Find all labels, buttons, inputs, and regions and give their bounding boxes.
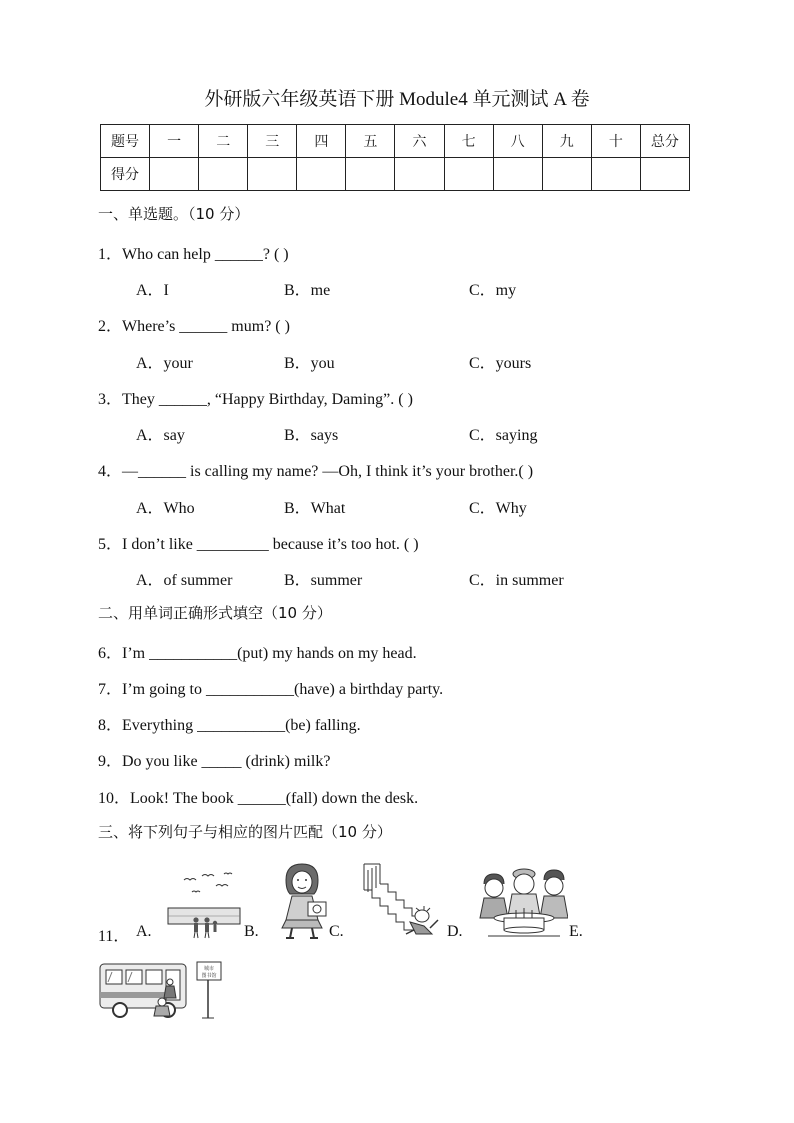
option-b: B．you	[284, 355, 335, 372]
option-a: A．your	[136, 355, 193, 372]
picture-label-b: B.	[244, 923, 259, 940]
section-heading: 二、用单词正确形式填空（10 分）	[98, 604, 332, 622]
table-cell: 七	[444, 125, 493, 158]
option-c: C．my	[469, 282, 517, 299]
score-table	[100, 124, 690, 191]
question-text: 1．Who can help ______? ( )	[98, 246, 289, 263]
table-cell: 十	[591, 125, 640, 158]
table-cell: 总分	[640, 125, 689, 158]
option-a: A．of summer	[136, 572, 233, 589]
library-sign-text-line1: 城市	[203, 966, 215, 972]
score-cell	[150, 158, 199, 191]
picture-label-c: C.	[329, 923, 344, 940]
page-title: 外研版六年级英语下册 Module4 单元测试 A 卷	[204, 89, 590, 110]
table-cell: 六	[395, 125, 444, 158]
score-cell	[248, 158, 297, 191]
table-cell: 四	[297, 125, 346, 158]
bus-library-picture	[98, 958, 224, 1024]
option-a: A．Who	[136, 500, 195, 517]
score-cell	[591, 158, 640, 191]
score-cell	[297, 158, 346, 191]
question-text: 7．I’m going to ___________(have) a birthday party.	[98, 681, 444, 698]
table-cell: 得分	[101, 158, 150, 191]
table-cell: 八	[493, 125, 542, 158]
option-c: C．Why	[469, 500, 527, 517]
option-b: B．says	[284, 427, 339, 444]
section-heading: 一、单选题。（10 分）	[98, 205, 250, 223]
table-cell: 三	[248, 125, 297, 158]
score-cell	[542, 158, 591, 191]
score-cell	[640, 158, 689, 191]
option-c: C．saying	[469, 427, 538, 444]
score-cell	[444, 158, 493, 191]
boy-falling-stairs-picture	[358, 860, 444, 942]
picture-label-d: D.	[447, 923, 463, 940]
option-b: B．me	[284, 282, 331, 299]
question-text: 6．I’m ___________(put) my hands on my head.	[98, 645, 417, 662]
picture-label-a: A.	[136, 923, 152, 940]
score-cell	[346, 158, 395, 191]
score-cell	[493, 158, 542, 191]
option-b: B．What	[284, 500, 346, 517]
question-text: 10．Look! The book ______(fall) down the desk.	[98, 790, 419, 807]
library-sign-text-line2: 图书馆	[201, 973, 217, 979]
birds-wall-picture	[162, 868, 242, 942]
question-text: 5．I don’t like _________ because it’s too hot. ( )	[98, 536, 419, 553]
option-c: C．yours	[469, 355, 532, 372]
score-cell	[395, 158, 444, 191]
question-number: 11．	[98, 928, 130, 945]
question-text: 9．Do you like _____ (drink) milk?	[98, 753, 331, 770]
option-b: B．summer	[284, 572, 363, 589]
score-table-header-row	[101, 125, 690, 158]
option-c: C．in summer	[469, 572, 564, 589]
option-a: A．I	[136, 282, 169, 299]
table-cell: 九	[542, 125, 591, 158]
score-table-score-row	[101, 158, 690, 191]
table-cell: 五	[346, 125, 395, 158]
option-a: A．say	[136, 427, 185, 444]
table-cell: 二	[199, 125, 248, 158]
question-text: 2．Where’s ______ mum? ( )	[98, 318, 290, 335]
score-cell	[199, 158, 248, 191]
question-text: 3．They ______, “Happy Birthday, Daming”. ( )	[98, 391, 413, 408]
picture-label-e: E.	[569, 923, 583, 940]
table-cell: 题号	[101, 125, 150, 158]
table-cell: 一	[150, 125, 199, 158]
question-text: 4．—______ is calling my name? —Oh, I think it’s your brother.( )	[98, 463, 534, 480]
section-heading: 三、将下列句子与相应的图片匹配（10 分）	[98, 823, 392, 841]
birthday-cake-picture	[476, 866, 568, 940]
question-text: 8．Everything ___________(be) falling.	[98, 717, 361, 734]
girl-telephone-picture	[272, 862, 332, 942]
